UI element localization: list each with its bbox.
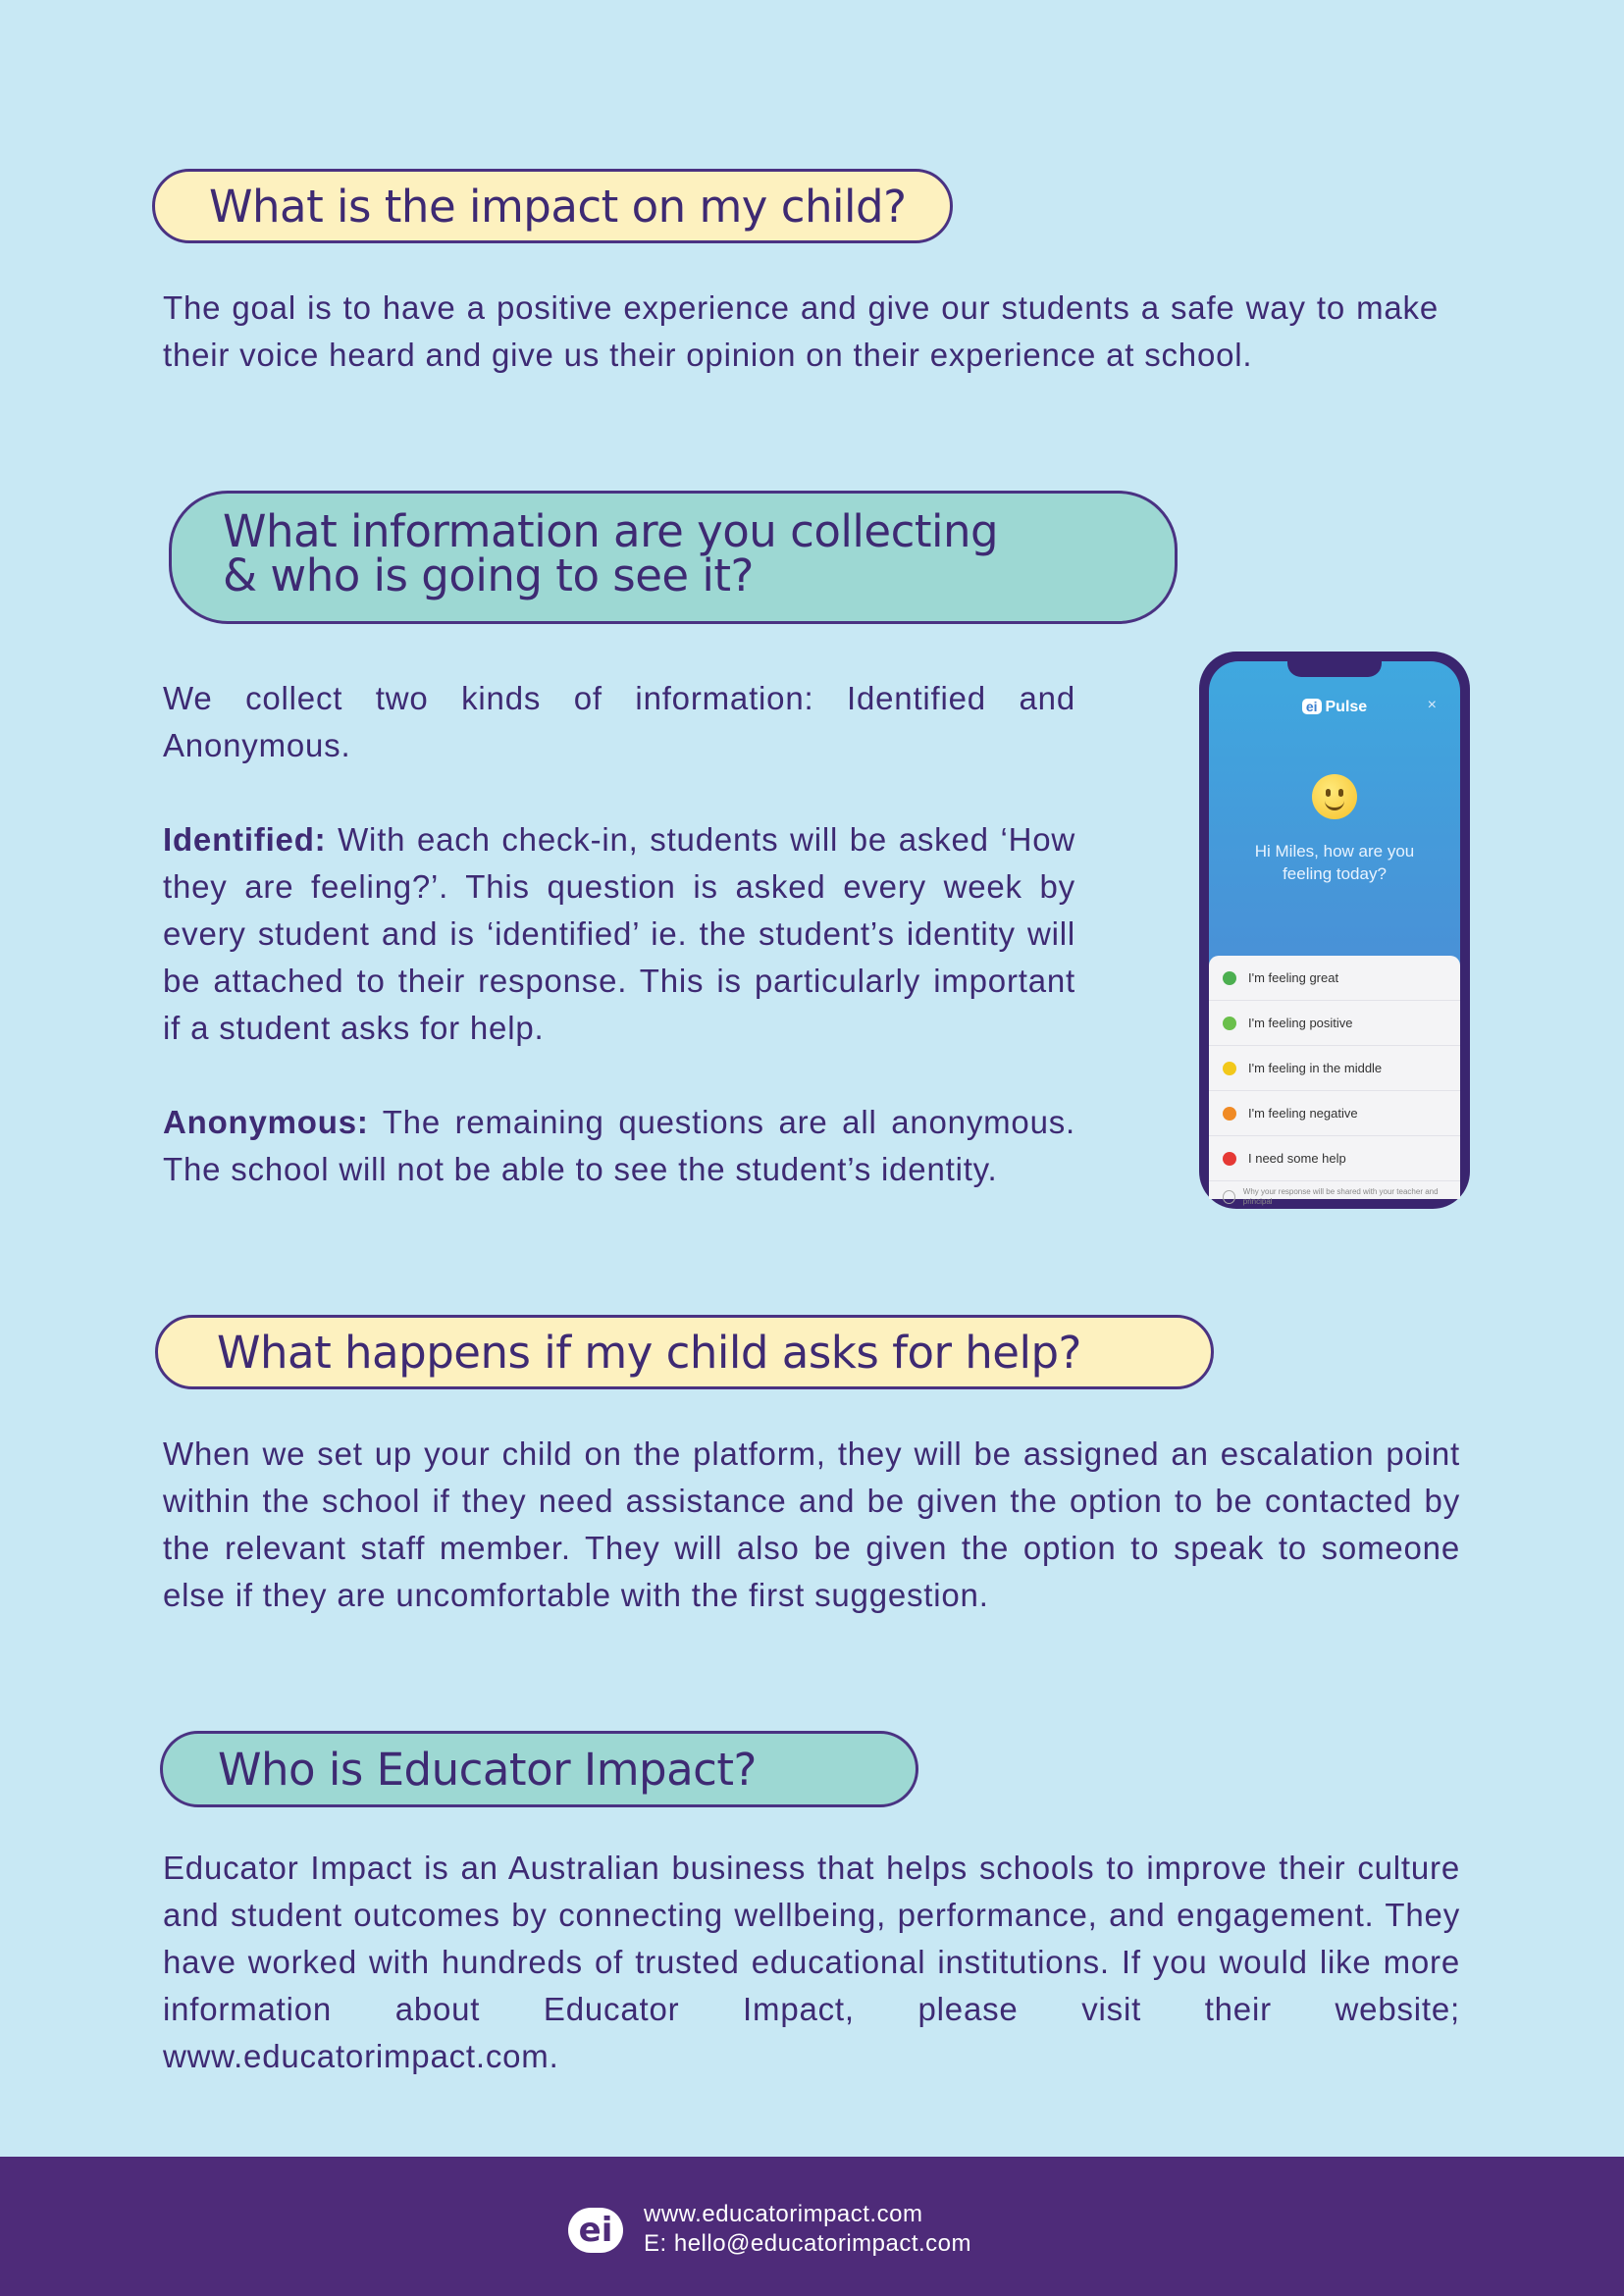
- mood-option-label: I'm feeling in the middle: [1248, 1061, 1383, 1075]
- green-dot-icon: [1223, 971, 1236, 985]
- paragraph-information: [163, 675, 1075, 1193]
- mood-option-label: I need some help: [1248, 1151, 1346, 1166]
- section-heading-educator-impact: [160, 1731, 918, 1807]
- yellow-dot-icon: [1223, 1062, 1236, 1075]
- section-heading-impact: [152, 169, 953, 243]
- paragraph-text: Educator Impact is an Australian business that helps schools to improve their culture and student outcomes by connecting wellbeing, performance, and engagement. They have worked with hundreds of trusted educational institutions. If you would like more information about Educator Impact, please visit their website; www.educatorimpact.com.: [163, 1850, 1460, 2074]
- privacy-note: [1209, 1181, 1460, 1213]
- info-icon: [1223, 1190, 1235, 1204]
- heading-line-1: What information are you collecting: [223, 505, 999, 557]
- phone-notch: [1287, 661, 1382, 677]
- heading-text: What happens if my child asks for help?: [217, 1327, 1081, 1379]
- mood-option-positive: [1209, 1001, 1460, 1046]
- app-name: Pulse: [1325, 699, 1368, 715]
- orange-dot-icon: [1223, 1107, 1236, 1121]
- anonymous-text: The remaining questions are all anonymous. The school will not be able to see the student’s identity.: [163, 1104, 1075, 1187]
- identified-text: With each check-in, students will be asked ‘How they are feeling?’. This question is asked every week by every student and is ‘identified’ ie. the student’s identity will be attached to their response. This is particularly important if a student asks for help.: [163, 821, 1075, 1046]
- mood-option-label: I'm feeling great: [1248, 970, 1339, 985]
- close-icon: ×: [1427, 697, 1437, 713]
- mood-option-label: I'm feeling negative: [1248, 1106, 1358, 1121]
- identified-label: Identified:: [163, 821, 327, 858]
- mood-option-great: [1209, 956, 1460, 1001]
- mood-options-list: [1209, 956, 1460, 1206]
- mood-option-label: I'm feeling positive: [1248, 1016, 1353, 1030]
- greeting-text: Hi Miles, how are you feeling today?: [1254, 842, 1415, 883]
- phone-screen: [1209, 661, 1460, 1206]
- paragraph-intro: We collect two kinds of information: Identified and Anonymous.: [163, 680, 1075, 763]
- smiley-face-icon: [1312, 774, 1357, 819]
- app-logo-icon: ei: [1302, 699, 1322, 714]
- paragraph-text: The goal is to have a positive experience and give our students a safe way to make their voice heard and give us their opinion on their experience at school.: [163, 289, 1439, 373]
- paragraph-educator-impact: [163, 1845, 1460, 2080]
- paragraph-identified: [163, 816, 1075, 1052]
- light-green-dot-icon: [1223, 1017, 1236, 1030]
- anonymous-label: Anonymous:: [163, 1104, 369, 1140]
- mood-option-middle: [1209, 1046, 1460, 1091]
- paragraph-anonymous: [163, 1099, 1075, 1193]
- paragraph-text: When we set up your child on the platform, they will be assigned an escalation point within the school if they need assistance and be given the option to be contacted by the relevant staff member. They will also be given the option to speak to someone else if they are uncomfortable with the first suggestion.: [163, 1435, 1460, 1613]
- red-dot-icon: [1223, 1152, 1236, 1166]
- footer-website[interactable]: www.educatorimpact.com: [644, 2201, 923, 2227]
- phone-mockup: [1199, 652, 1470, 1209]
- footer-email[interactable]: E: hello@educatorimpact.com: [644, 2230, 972, 2257]
- footer: [0, 2157, 1624, 2296]
- heading-line-2: & who is going to see it?: [223, 549, 754, 601]
- section-heading-information: [169, 491, 1178, 624]
- heading-text: Who is Educator Impact?: [218, 1744, 757, 1796]
- paragraph-help: [163, 1431, 1460, 1619]
- app-header: [1209, 699, 1460, 716]
- privacy-note-text: Why your response will be shared with your teacher and principal: [1242, 1187, 1439, 1206]
- heading-text: What is the impact on my child?: [209, 181, 907, 233]
- educator-impact-logo: ei: [568, 2208, 623, 2253]
- footer-contact: [644, 2200, 971, 2259]
- section-heading-help: [155, 1315, 1214, 1389]
- mood-option-help: [1209, 1136, 1460, 1181]
- mood-option-negative: [1209, 1091, 1460, 1136]
- paragraph-impact: [163, 285, 1439, 379]
